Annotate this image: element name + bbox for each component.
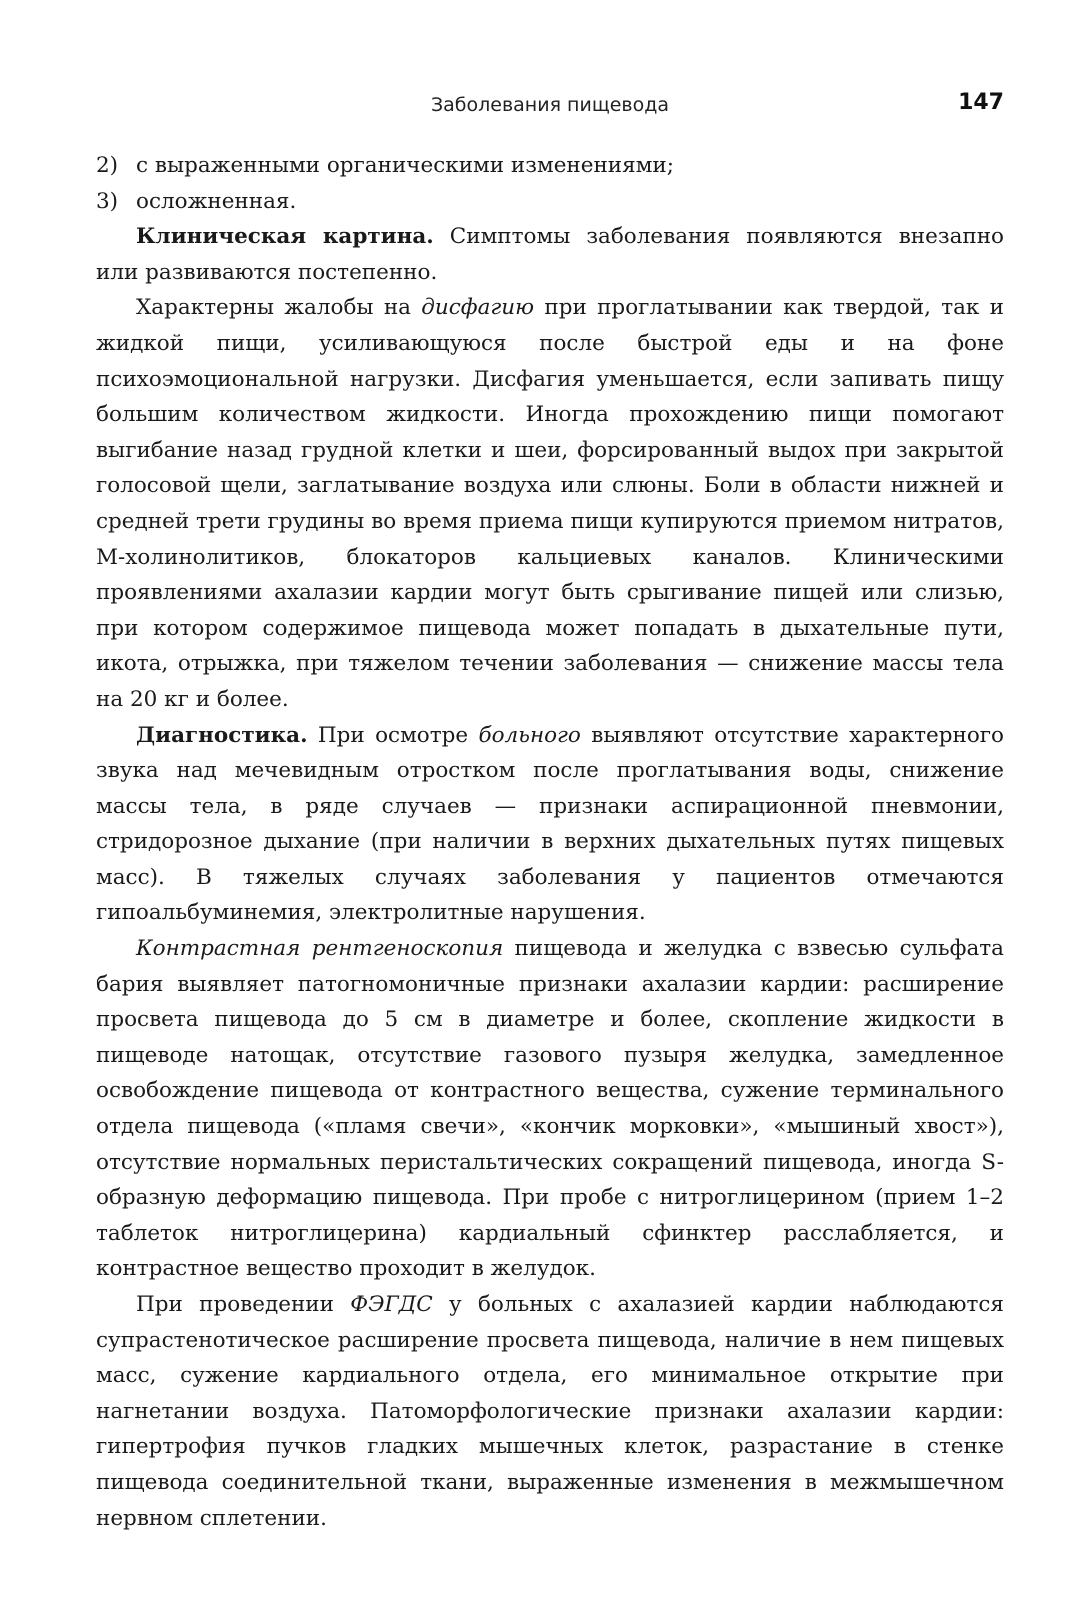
paragraph-complaints	[96, 290, 1004, 717]
section-lead-diagnostics: Диагностика.	[136, 722, 308, 748]
list-item	[96, 148, 1004, 184]
book-page	[96, 88, 1004, 1536]
paragraph-text: при проглатывании как твердой, так и жидкой пищи, усиливающуюся после быстрой еды и на фоне психоэмоциональной нагрузки. Дисфагия уменьшается, если запивать пищу большим количеством жидкости. Иногда прохождению пищи помогают выгибание назад грудной клетки и шеи, форсированный выдох при закрытой голосовой щели, заглатывание воздуха или слюны. Боли в области нижней и средней трети грудины во время приема пищи купируются приемом нитратов, М-холинолитиков, блокаторов кальциевых каналов. Клиническими проявлениями ахалазии кардии могут быть срыгивание пищей или слизью, при котором содержимое пищевода может попадать в дыхательные пути, икота, отрыжка, при тяжелом течении заболевания — снижение массы тела на 20 кг и более.	[96, 295, 1004, 712]
list-text: осложненная.	[136, 188, 297, 214]
paragraph-text: у больных с ахалазией кардии наблюдаются супрастенотическое расширение просвета пищевода, наличие в нем пищевых масс, сужение кардиального отдела, его минимальное открытие при нагнетании воздуха. Патоморфологические признаки ахалазии кардии: гипертрофия пучков гладких мышечных клеток, разрастание в стенке пищевода соединительной ткани, выраженные изменения в межмышечном нервном сплетении.	[96, 1292, 1004, 1531]
list-number: 3)	[96, 188, 119, 214]
paragraph-xray	[96, 931, 1004, 1287]
paragraph-text: При проведении	[136, 1292, 351, 1317]
paragraph-diagnostics	[96, 718, 1004, 932]
paragraph-text: Симптомы заболевания появляются внезапно или развиваются постепенно.	[96, 224, 1004, 285]
paragraph-text: пищевода и желудка с взвесью сульфата бария выявляет патогномоничные признаки ахалазии кардии: расширение просвета пищевода до 5 см в диаметре и более, скопление жидкости в пищеводе натощак, отсутствие газового пузыря желудка, замедленное освобождение пищевода от контрастного вещества, сужение терминального отдела пищевода («пламя свечи», «кончик морковки», «мышиный хвост»), отсутствие нормальных перистальтических сокращений пищевода, иногда S-образную деформацию пищевода. При пробе с нитроглицерином (прием 1–2 таблеток нитроглицерина) кардиальный сфинктер расслабляется, и контрастное вещество проходит в желудок.	[96, 936, 1004, 1282]
paragraph-text: Характерны жалобы на	[136, 295, 422, 321]
paragraph-text: При осмотре	[307, 722, 479, 748]
list-number: 2)	[96, 153, 119, 178]
emphasis-term: ФЭГДС	[350, 1292, 433, 1317]
page-number: 147	[958, 90, 1004, 115]
emphasis-term: дисфагию	[421, 295, 535, 321]
emphasis-term: больного	[478, 722, 581, 748]
paragraph-text: выявляют отсутствие характерного звука над мечевидным отростком после проглатывания воды, снижение массы тела, в ряде случаев — признаки аспирационной пневмонии, стридорозное дыхание (при наличии в верхних дыхательных путях пищевых масс). В тяжелых случаях заболевания у пациентов отмечаются гипоальбуминемия, электролитные нарушения.	[96, 722, 1004, 926]
list-item	[96, 184, 1004, 220]
emphasis-term: Контрастная рентгеноскопия	[136, 936, 504, 962]
running-title: Заболевания пищевода	[430, 94, 670, 116]
body-text	[96, 148, 1004, 1536]
paragraph-clinical-picture	[96, 219, 1004, 290]
running-header	[96, 88, 1004, 128]
section-lead-clinical: Клиническая картина.	[136, 224, 434, 250]
paragraph-fegds	[96, 1287, 1004, 1536]
list-text: с выраженными органическими изменениями;	[136, 153, 674, 178]
